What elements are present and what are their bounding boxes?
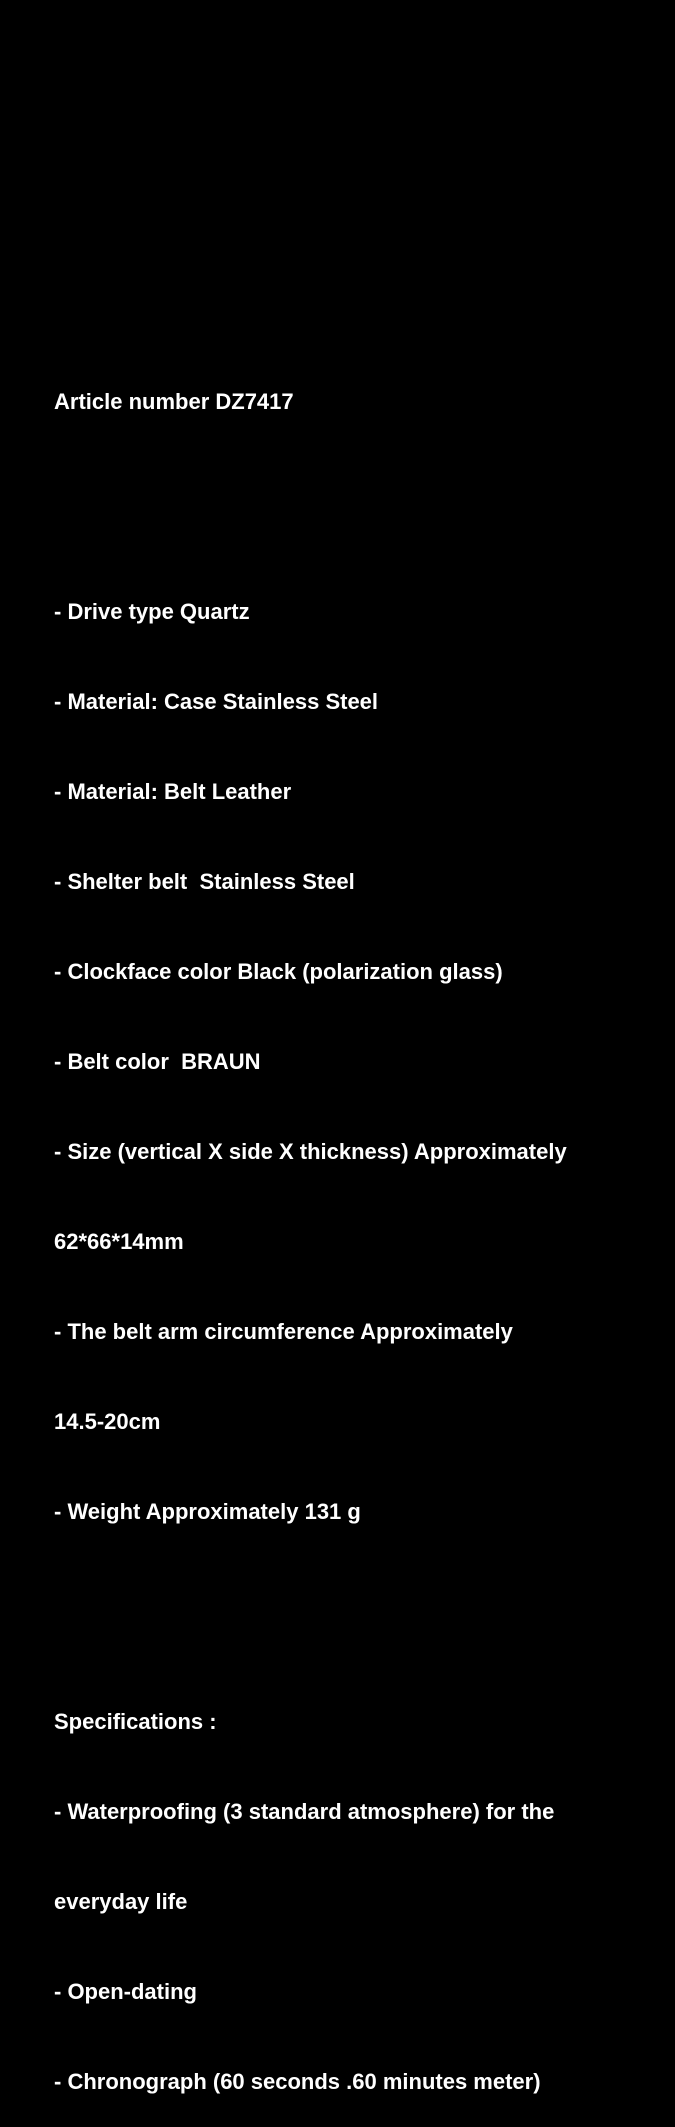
detail-line: - The belt arm circumference Approximately	[54, 1319, 513, 1344]
detail-line: - Clockface color Black (polarization glass)	[54, 959, 503, 984]
detail-line: - Belt color BRAUN	[54, 1049, 261, 1074]
specification-line: everyday life	[54, 1889, 188, 1914]
article-number-heading: Article number DZ7417	[54, 389, 294, 414]
spacer	[54, 1587, 654, 1617]
detail-line: - Size (vertical X side X thickness) Approximately	[54, 1139, 567, 1164]
detail-line: 14.5-20cm	[54, 1409, 161, 1434]
specification-line: - Chronograph (60 seconds .60 minutes meter)	[54, 2069, 541, 2094]
detail-line: - Material: Belt Leather	[54, 779, 292, 804]
detail-line: - Material: Case Stainless Steel	[54, 689, 379, 714]
detail-line: - Weight Approximately 131 g	[54, 1499, 361, 1524]
spacer	[54, 477, 654, 507]
specification-line: - Open-dating	[54, 1979, 197, 2004]
product-description	[54, 327, 654, 2127]
detail-line: - Shelter belt Stainless Steel	[54, 869, 355, 894]
detail-line: 62*66*14mm	[54, 1229, 184, 1254]
specifications-heading: Specifications :	[54, 1709, 217, 1734]
specification-line: - Waterproofing (3 standard atmosphere) for the	[54, 1799, 555, 1824]
detail-line: - Drive type Quartz	[54, 599, 250, 624]
